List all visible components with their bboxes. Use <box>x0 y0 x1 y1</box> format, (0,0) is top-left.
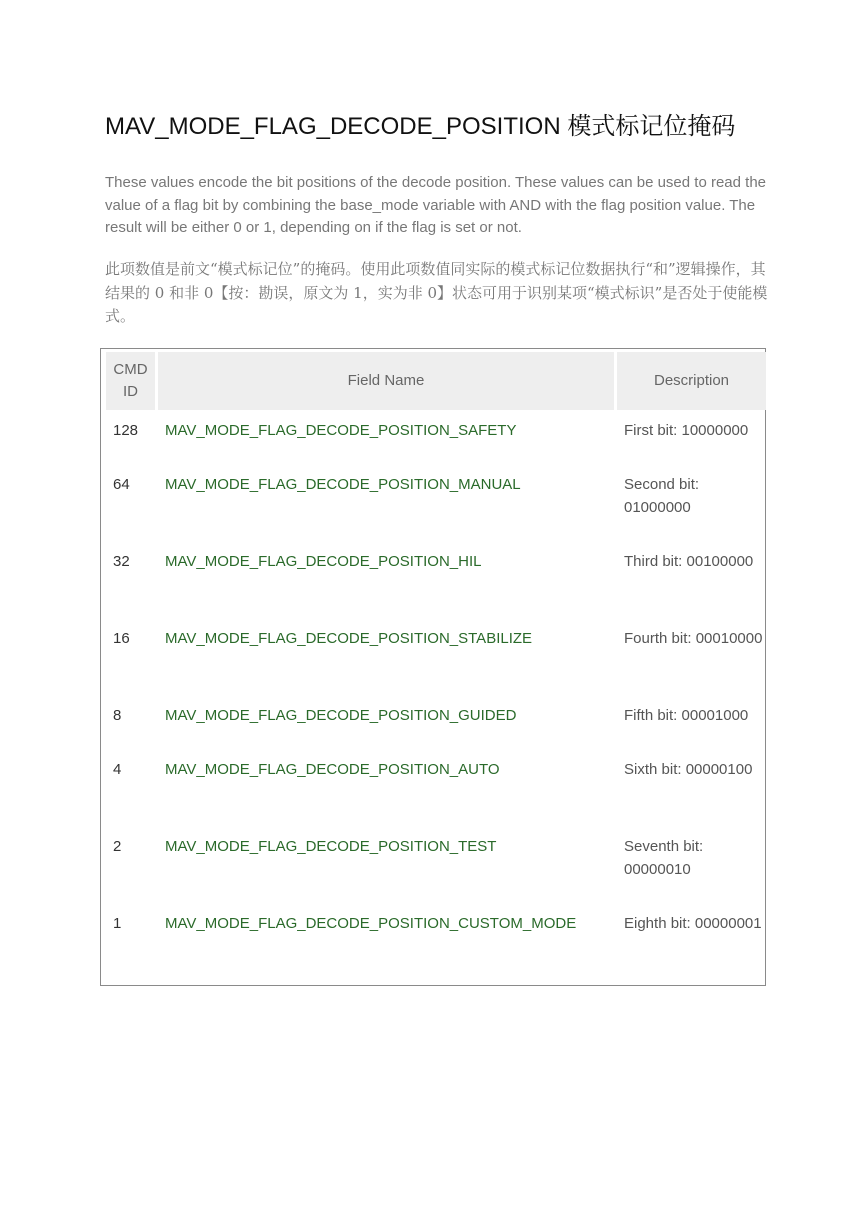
cell-cmd-id: 128 <box>113 422 139 439</box>
cell-cmd-id: 64 <box>113 476 130 493</box>
header-cmd-id-line1: CMD <box>113 361 148 378</box>
cell-description: Second bit: 01000000 <box>624 476 700 516</box>
table-row <box>106 474 766 551</box>
cell-field-name: MAV_MODE_FLAG_DECODE_POSITION_AUTO <box>165 761 500 778</box>
table-row <box>106 420 766 474</box>
cmd-table <box>103 352 769 990</box>
cmd-table-frame <box>100 348 766 986</box>
description-en: These values encode the bit positions of the decode position. These values can be used to read the value of a flag bit by combining the base_mode variable with AND with the flag position value. The result will be either 0 or 1, depending on if the flag is set or not. <box>105 174 767 236</box>
header-cmd-id <box>106 352 155 410</box>
header-field-name: Field Name <box>158 352 614 410</box>
cell-cmd-id: 8 <box>113 707 122 724</box>
cell-field-name: MAV_MODE_FLAG_DECODE_POSITION_HIL <box>165 553 482 570</box>
table-row <box>106 551 766 628</box>
table-row <box>106 913 766 990</box>
cell-description: First bit: 10000000 <box>624 422 749 439</box>
cell-field-name: MAV_MODE_FLAG_DECODE_POSITION_STABILIZE <box>165 630 533 647</box>
cell-cmd-id: 1 <box>113 915 122 932</box>
table-row <box>106 628 766 705</box>
table-row <box>106 705 766 759</box>
table-row <box>106 759 766 836</box>
cell-description: Third bit: 00100000 <box>624 553 754 570</box>
cell-description: Fourth bit: 00010000 <box>624 630 763 647</box>
cell-cmd-id: 2 <box>113 838 122 855</box>
table-spacer <box>106 410 766 420</box>
cell-field-name: MAV_MODE_FLAG_DECODE_POSITION_CUSTOM_MODE <box>165 915 577 932</box>
cell-field-name: MAV_MODE_FLAG_DECODE_POSITION_TEST <box>165 838 497 855</box>
cell-description: Eighth bit: 00000001 <box>624 915 762 932</box>
header-description: Description <box>617 352 766 410</box>
cell-description: Seventh bit: 00000010 <box>624 838 704 878</box>
table-row <box>106 836 766 913</box>
cell-cmd-id: 32 <box>113 553 130 570</box>
description-zh: 此项数值是前文“模式标记位”的掩码。使用此项数值同实际的模式标记位数据执行“和”逻辑操作，其结果的 0 和非 0【按：勘误，原文为 1，实为非 0】状态可用于识别某项“模式标识”是否处于使能模式。 <box>105 260 768 325</box>
table-header-row <box>106 352 766 410</box>
cell-field-name: MAV_MODE_FLAG_DECODE_POSITION_SAFETY <box>165 422 517 439</box>
cell-cmd-id: 16 <box>113 630 130 647</box>
header-cmd-id-line2: ID <box>123 383 138 400</box>
cell-cmd-id: 4 <box>113 761 122 778</box>
page-title: MAV_MODE_FLAG_DECODE_POSITION 模式标记位掩码 <box>105 113 736 140</box>
cell-description: Sixth bit: 00000100 <box>624 761 753 778</box>
cell-description: Fifth bit: 00001000 <box>624 707 749 724</box>
cell-field-name: MAV_MODE_FLAG_DECODE_POSITION_MANUAL <box>165 476 521 493</box>
cell-field-name: MAV_MODE_FLAG_DECODE_POSITION_GUIDED <box>165 707 517 724</box>
